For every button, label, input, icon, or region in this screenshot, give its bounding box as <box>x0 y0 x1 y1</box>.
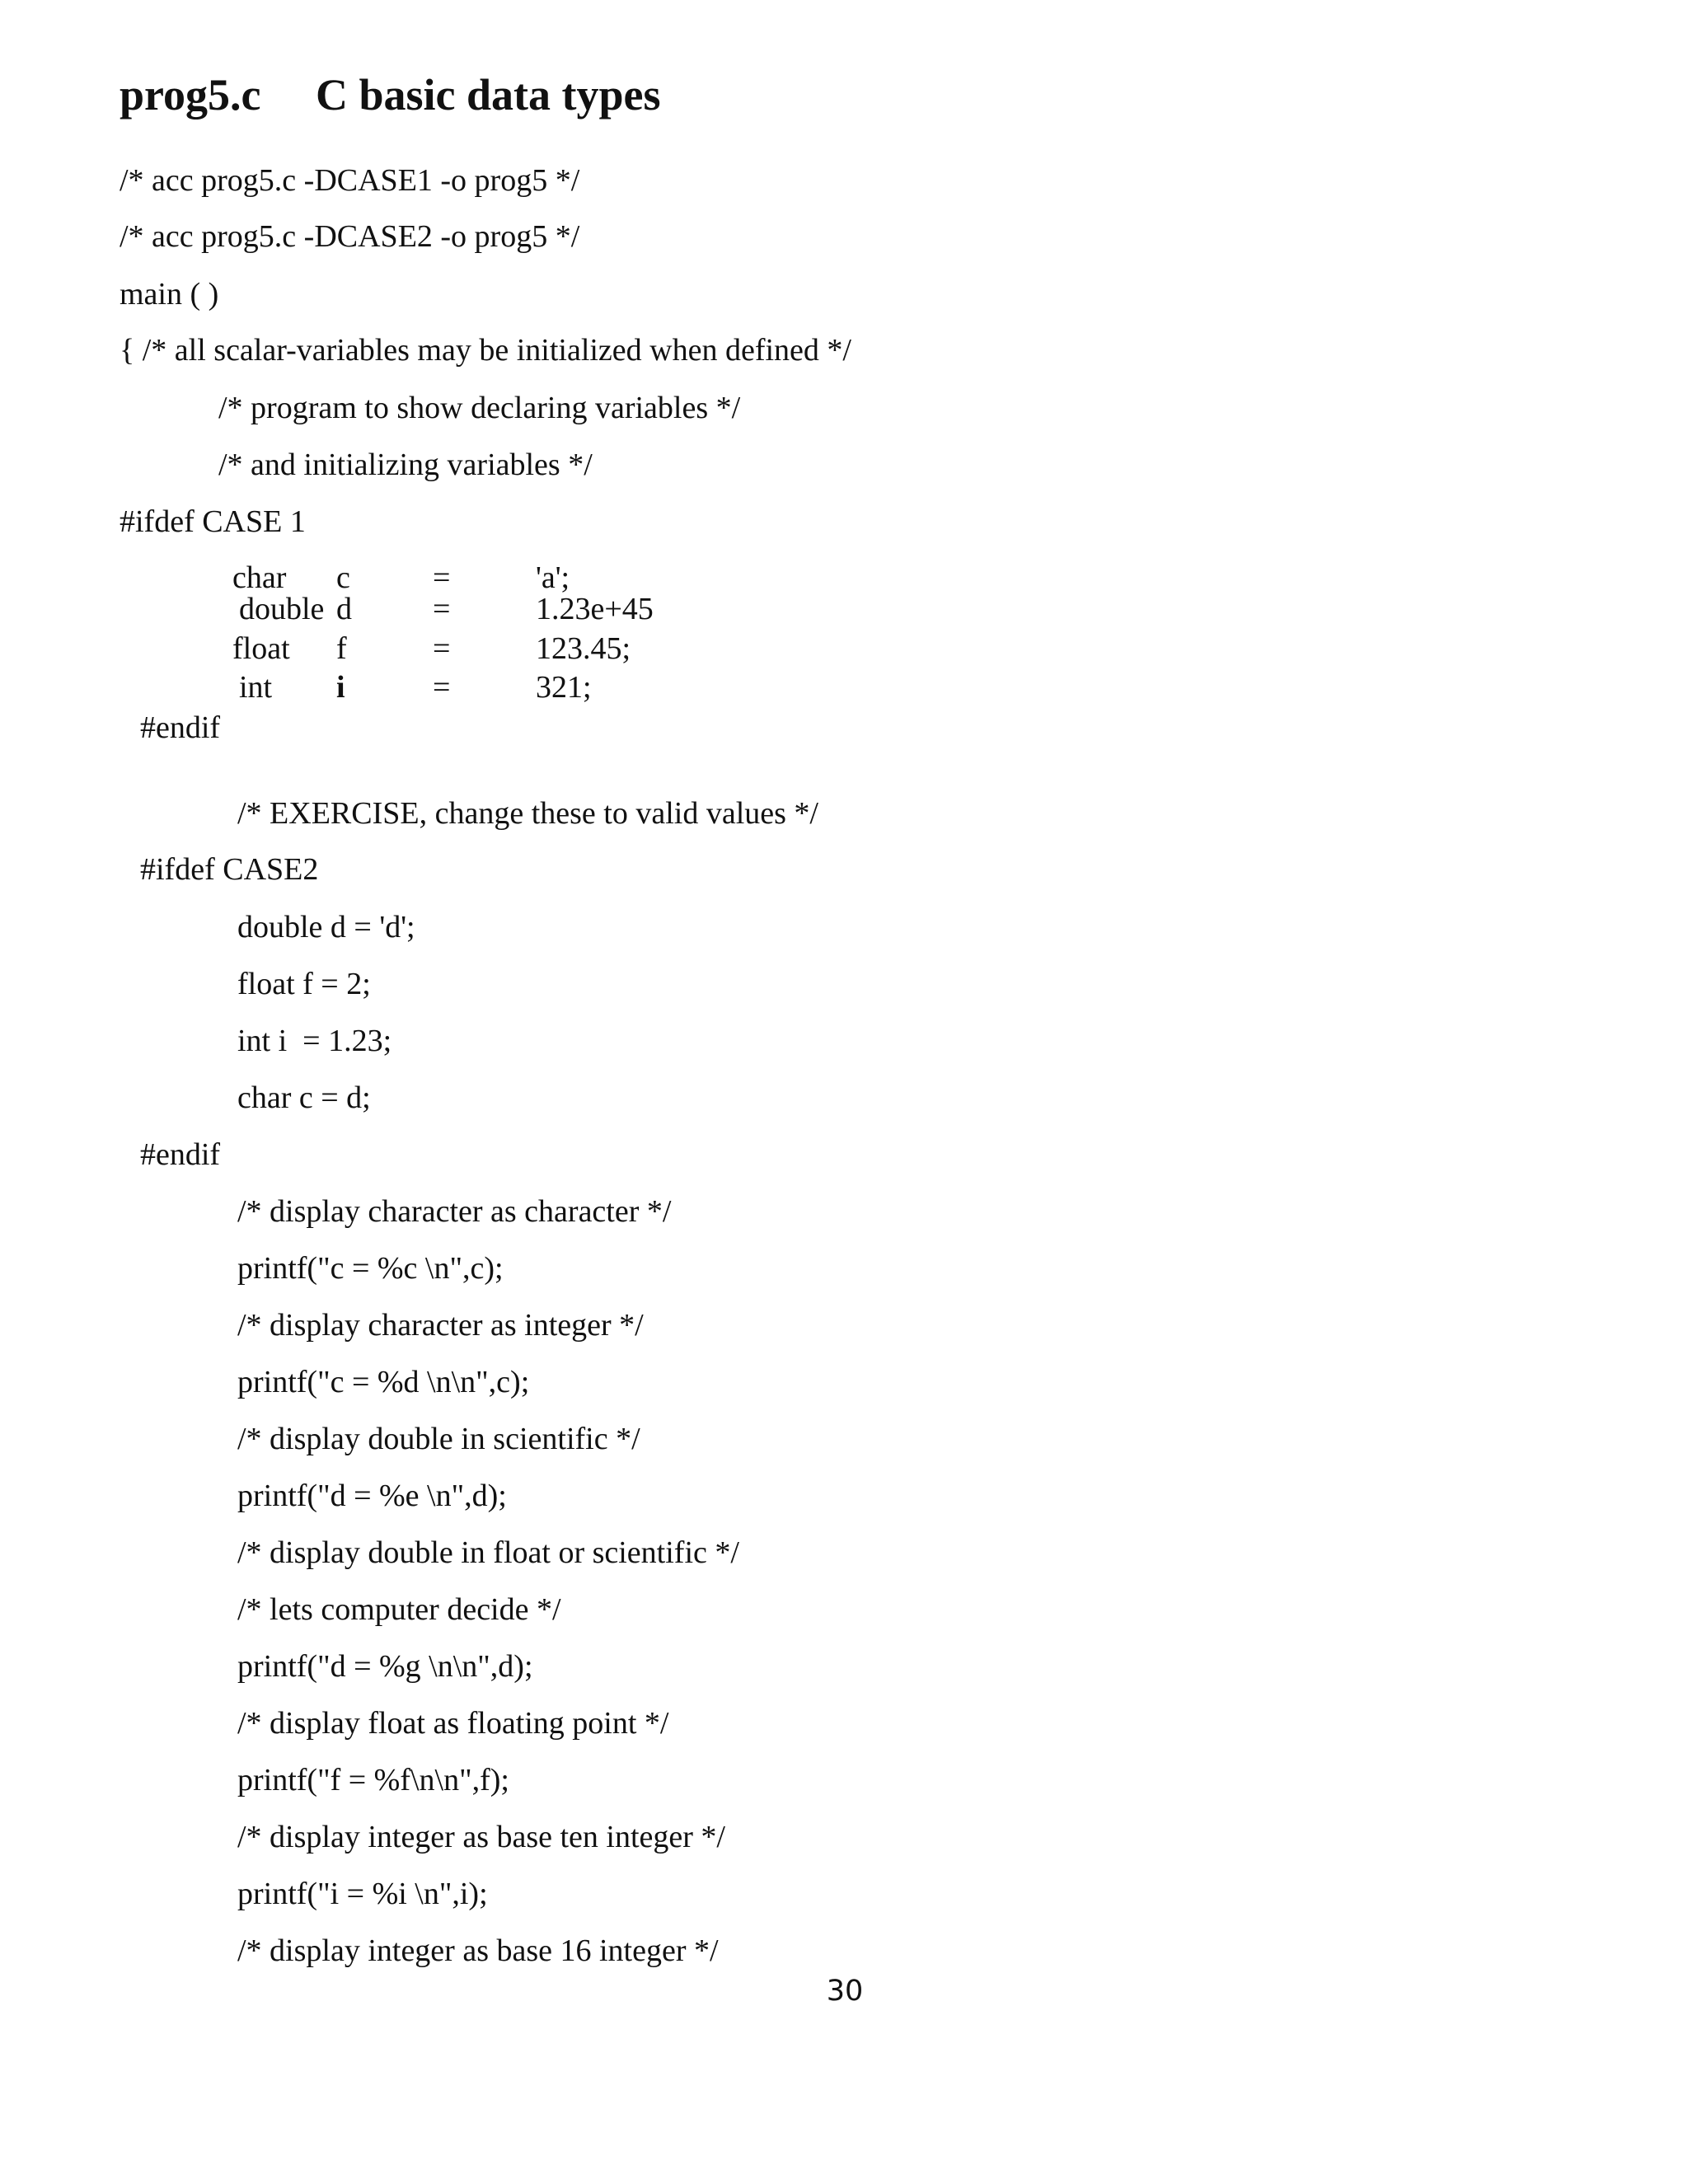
code-line: printf("f = %f\n\n",f); <box>237 1763 509 1797</box>
code-line: /* display character as character */ <box>237 1194 672 1229</box>
code-line: printf("i = %i \n",i); <box>237 1877 488 1911</box>
decl-name: c <box>336 560 350 595</box>
code-line: /* display float as floating point */ <box>237 1706 669 1741</box>
code-line: /* display integer as base ten integer */ <box>237 1820 725 1854</box>
code-line: char c = d; <box>237 1080 371 1115</box>
code-line: #ifdef CASE2 <box>140 852 319 887</box>
code-line: /* acc prog5.c -DCASE2 -o prog5 */ <box>120 219 580 254</box>
title-filename: prog5.c <box>120 70 261 120</box>
title-subject: C basic data types <box>316 70 661 120</box>
decl-name: f <box>336 631 347 666</box>
decl-type: char <box>232 560 287 595</box>
code-line: #ifdef CASE 1 <box>120 504 306 539</box>
decl-value: 'a'; <box>536 560 570 595</box>
code-line: /* acc prog5.c -DCASE1 -o prog5 */ <box>120 163 580 198</box>
code-line: /* display double in float or scientific */ <box>237 1535 739 1570</box>
decl-type: float <box>232 631 290 666</box>
decl-equals: = <box>433 670 451 705</box>
page-number: 30 <box>826 1975 864 2008</box>
decl-value: 123.45; <box>536 631 631 666</box>
decl-type: int <box>239 670 273 705</box>
code-line: #endif <box>140 710 221 745</box>
code-line: { /* all scalar-variables may be initialized when defined */ <box>120 333 851 368</box>
code-line: /* and initializing variables */ <box>218 448 593 482</box>
code-line: /* program to show declaring variables */ <box>218 391 741 425</box>
decl-name: i <box>336 670 345 705</box>
code-line: float f = 2; <box>237 967 371 1001</box>
code-line: printf("d = %g \n\n",d); <box>237 1649 533 1684</box>
code-line: printf("c = %c \n",c); <box>237 1251 504 1286</box>
code-line: /* lets computer decide */ <box>237 1592 561 1627</box>
code-line: /* EXERCISE, change these to valid values */ <box>237 796 818 831</box>
decl-name: d <box>336 592 352 626</box>
code-line: double d = 'd'; <box>237 910 415 944</box>
decl-value: 1.23e+45 <box>536 592 654 626</box>
code-line: /* display character as integer */ <box>237 1308 644 1343</box>
decl-equals: = <box>433 631 451 666</box>
code-line: printf("d = %e \n",d); <box>237 1479 507 1513</box>
decl-equals: = <box>433 592 451 626</box>
code-line: /* display integer as base 16 integer */ <box>237 1933 719 1968</box>
code-line: #endif <box>140 1137 221 1172</box>
page-title <box>120 70 661 120</box>
code-line: printf("c = %d \n\n",c); <box>237 1365 530 1399</box>
code-line: int i = 1.23; <box>237 1024 392 1058</box>
decl-type: double <box>239 592 325 626</box>
code-line: main ( ) <box>120 277 219 312</box>
code-line: /* display double in scientific */ <box>237 1422 640 1456</box>
decl-equals: = <box>433 560 451 595</box>
decl-value: 321; <box>536 670 592 705</box>
